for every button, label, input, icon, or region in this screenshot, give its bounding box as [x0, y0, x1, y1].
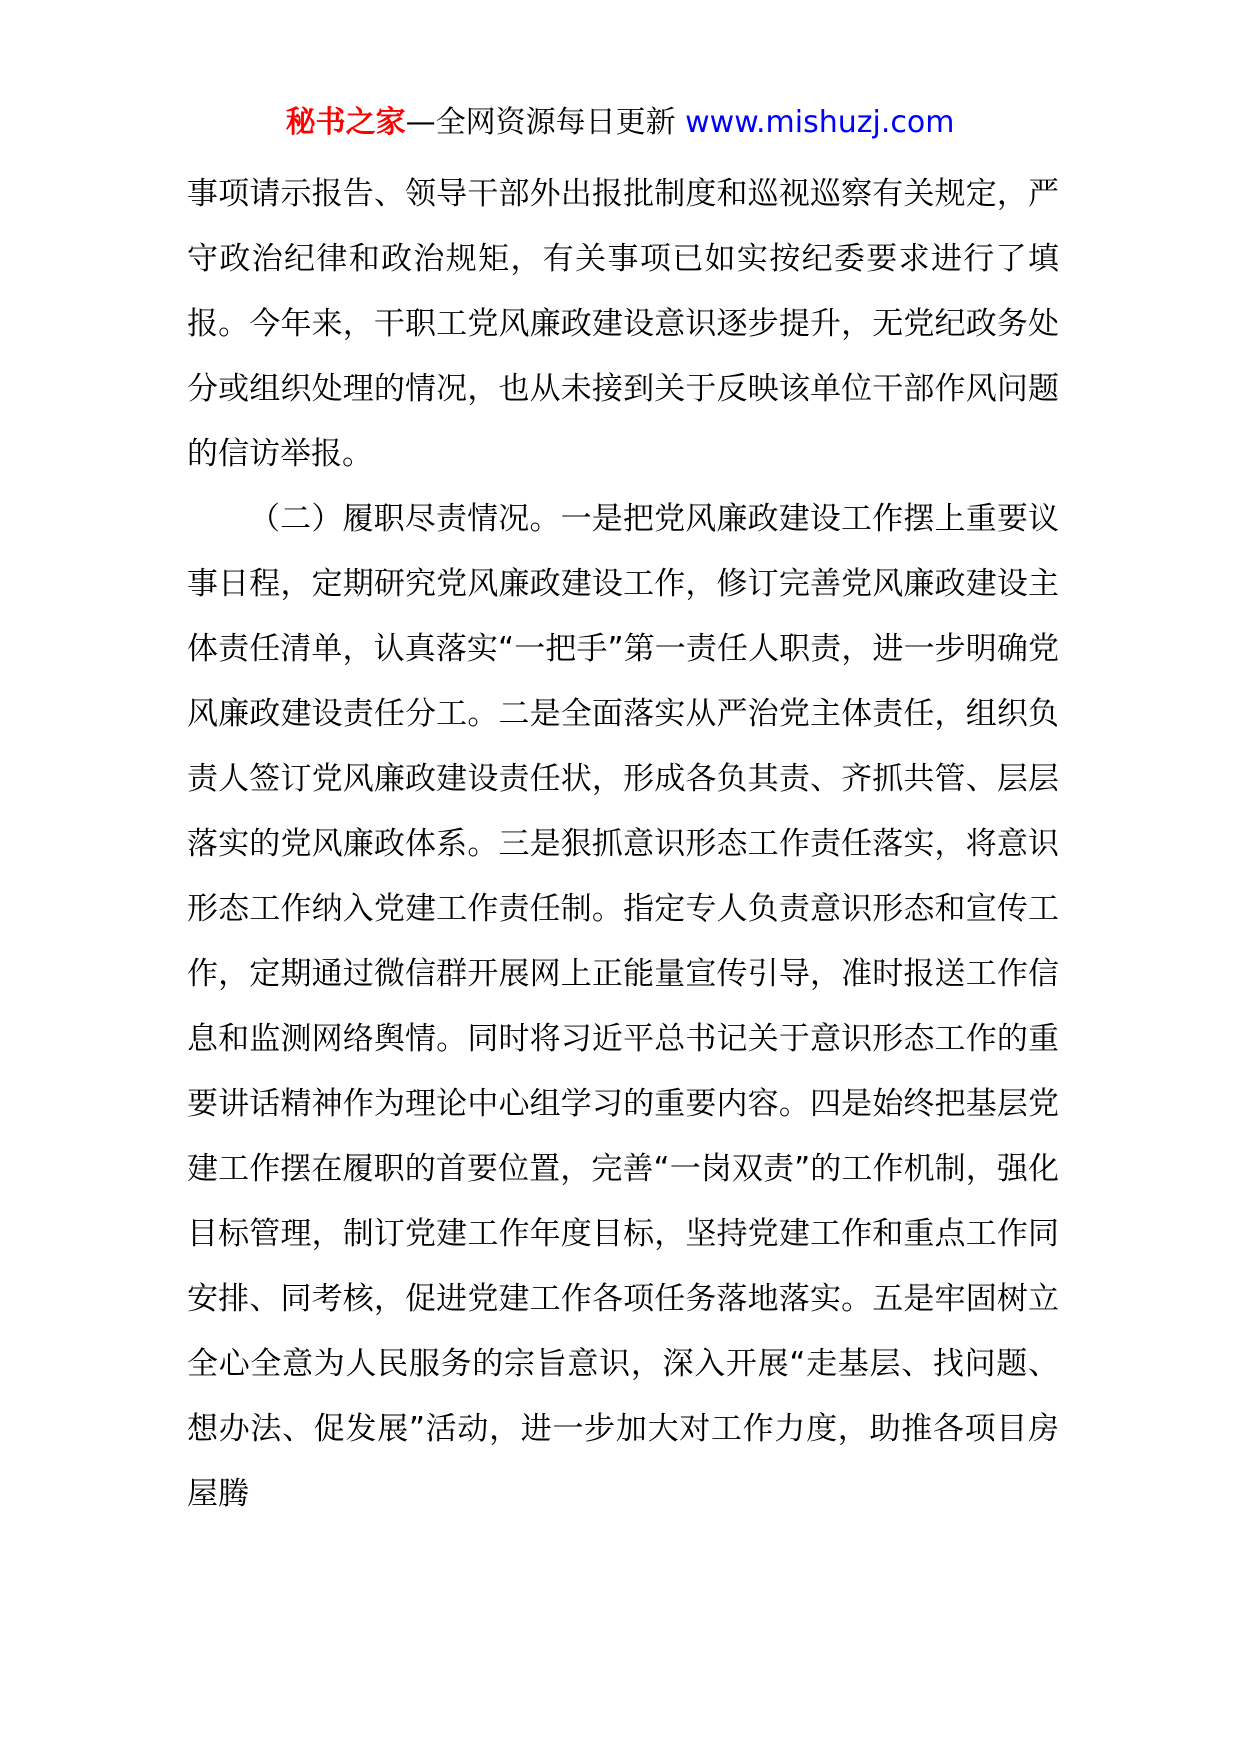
brand-name: 秘书之家 — [285, 105, 406, 140]
document-body — [187, 162, 1059, 1527]
header-tagline: —全网资源每日更新 — [405, 105, 676, 140]
paragraph-duty-performance: （二）履职尽责情况。一是把党风廉政建设工作摆上重要议事日程，定期研究党风廉政建设工作，修订完善党风廉政建设主体责任清单，认真落实“一把手”第一责任人职责，进一步明确党风廉政建设责任分工。二是全面落实从严治党主体责任，组织负责人签订党风廉政建设责任状，形成各负其责、齐抓共管、层层落实的党风廉政体系。三是狠抓意识形态工作责任落实，将意识形态工作纳入党建工作责任制。指定专人负责意识形态和宣传工作，定期通过微信群开展网上正能量宣传引导，准时报送工作信息和监测网络舆情。同时将习近平总书记关于意识形态工作的重要讲话精神作为理论中心组学习的重要内容。四是始终把基层党建工作摆在履职的首要位置，完善“一岗双责”的工作机制，强化目标管理，制订党建工作年度目标，坚持党建工作和重点工作同安排、同考核，促进党建工作各项任务落地落实。五是牢固树立全心全意为人民服务的宗旨意识，深入开展“走基层、找问题、想办法、促发展”活动，进一步加大对工作力度，助推各项目房屋腾 — [187, 501, 1059, 1512]
site-url-link[interactable]: www.mishuzj.com — [685, 105, 955, 140]
site-header — [0, 101, 1240, 145]
paragraph-continuation: 事项请示报告、领导干部外出报批制度和巡视巡察有关规定，严守政治纪律和政治规矩，有关事项已如实按纪委要求进行了填报。今年来，干职工党风廉政建设意识逐步提升，无党纪政务处分或组织处理的情况，也从未接到关于反映该单位干部作风问题的信访举报。 — [187, 176, 1059, 472]
